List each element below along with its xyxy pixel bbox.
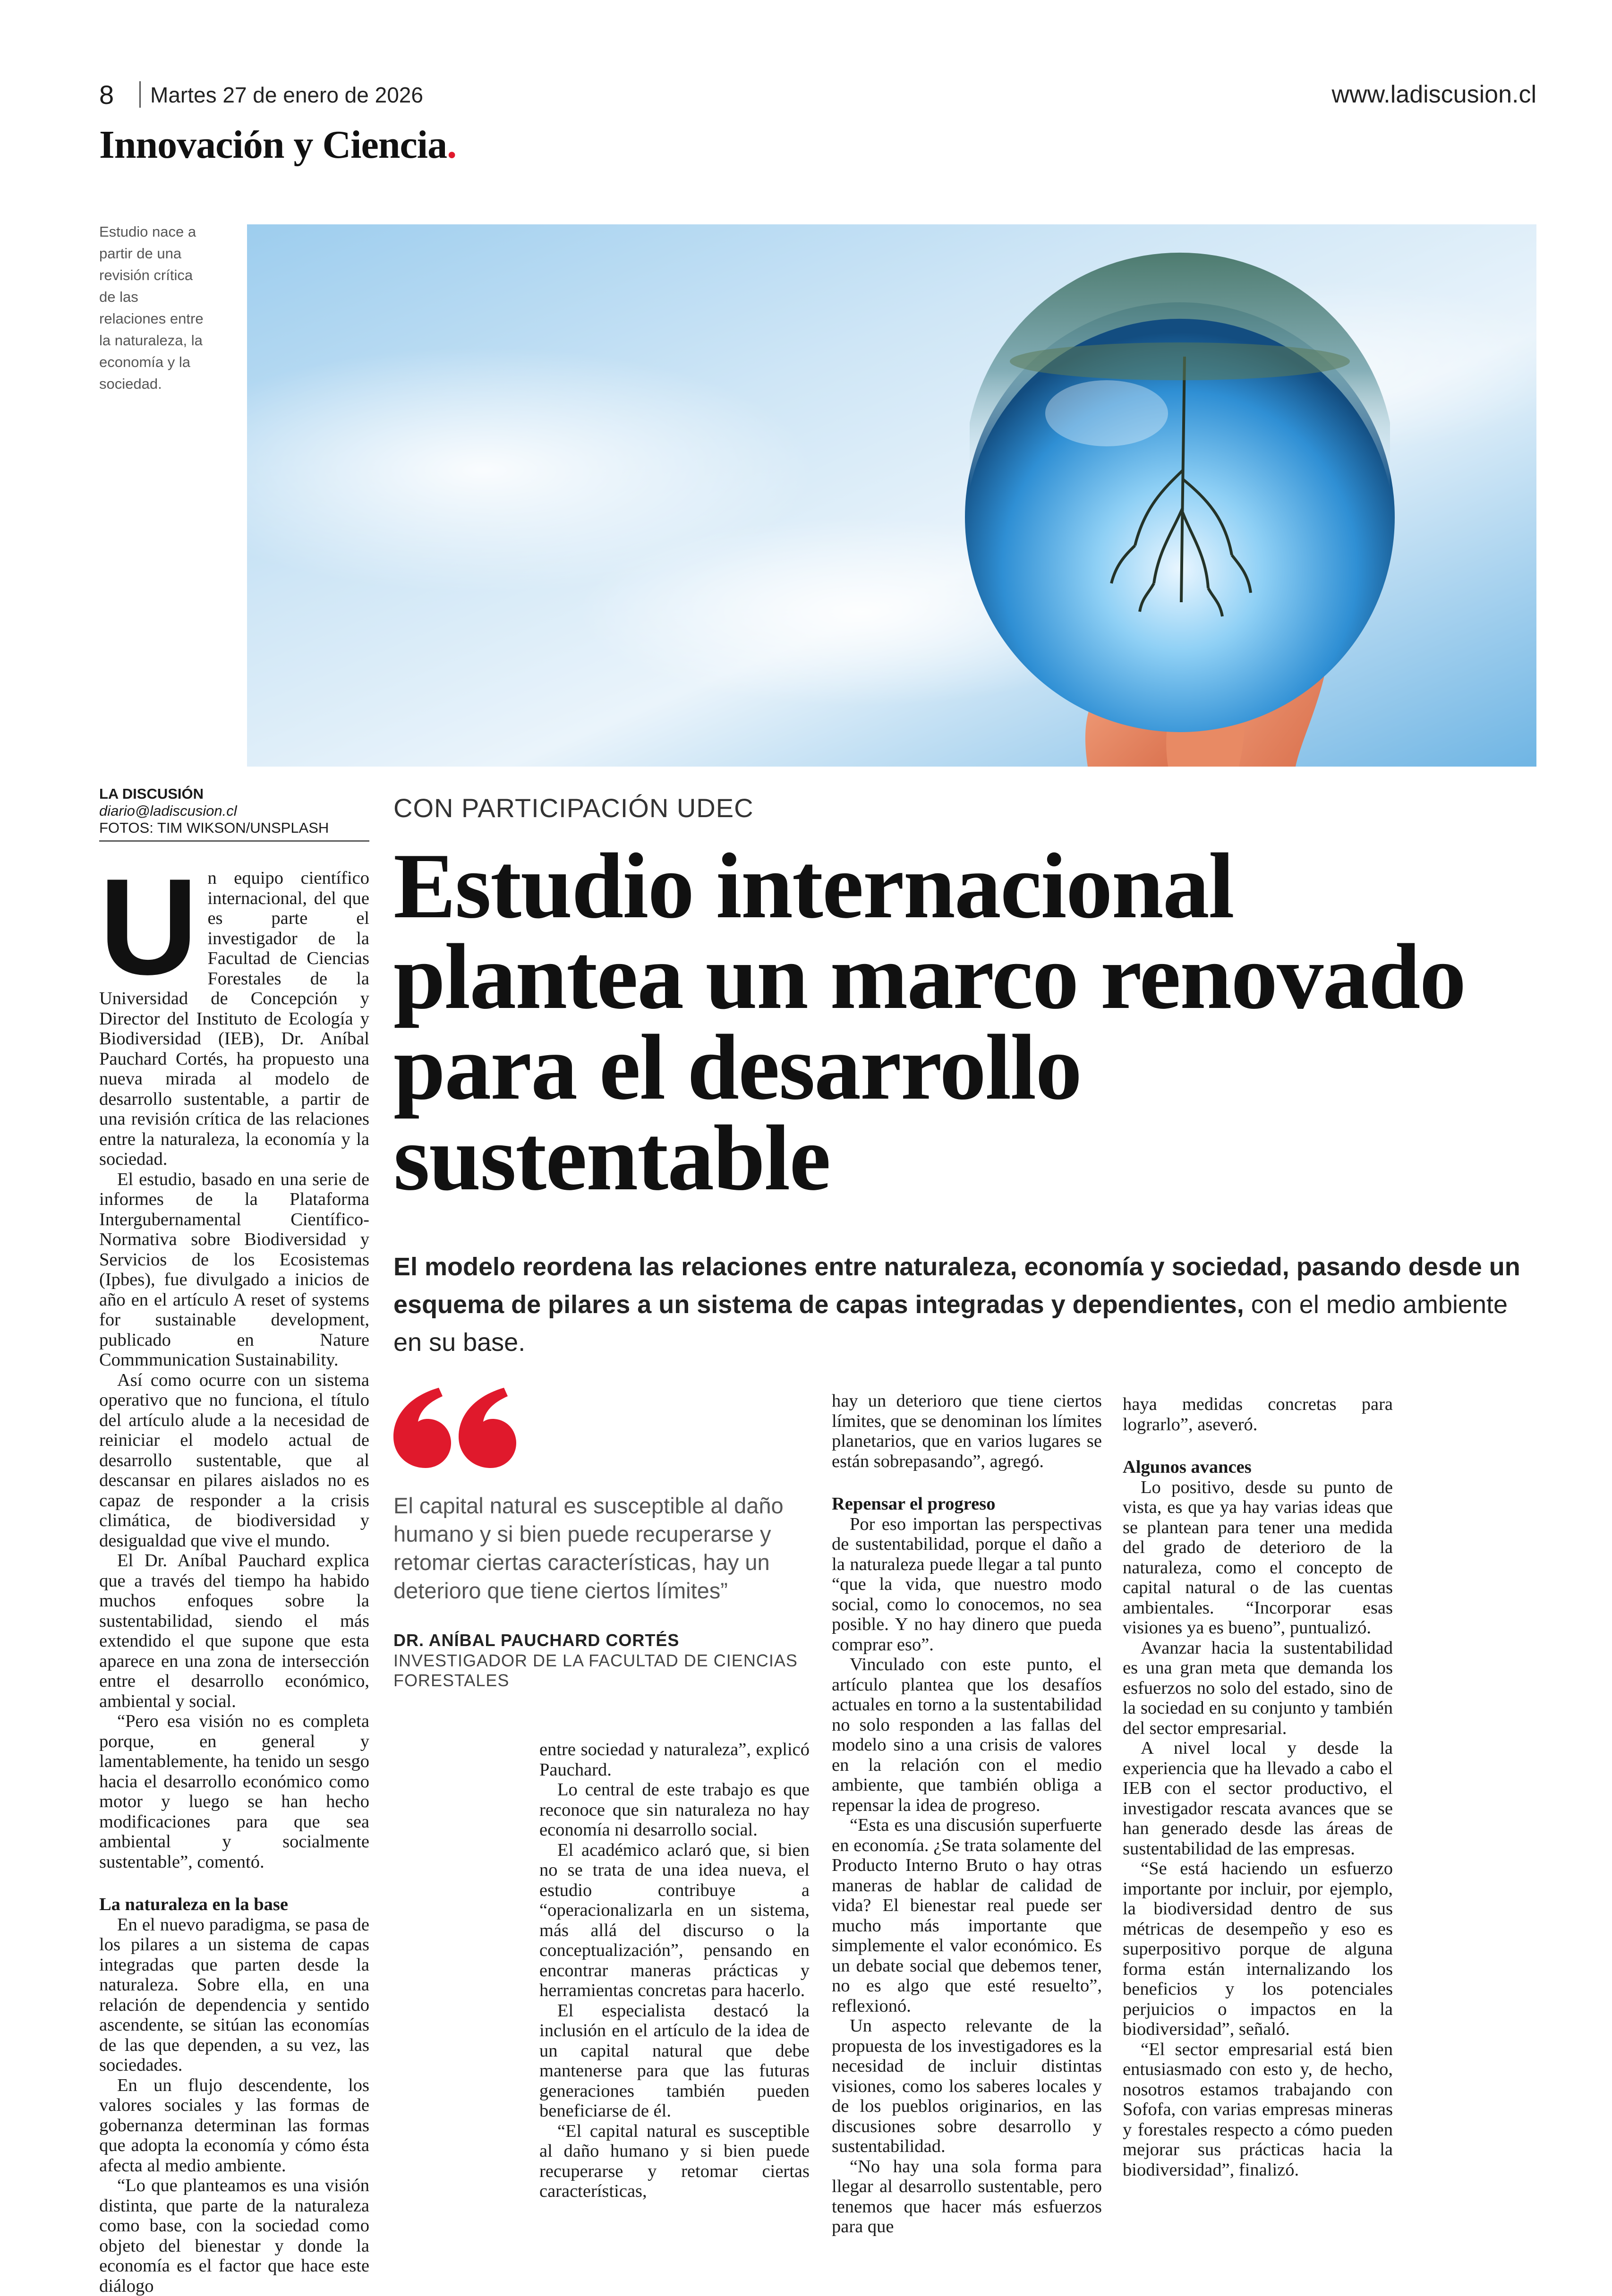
paragraph: entre sociedad y naturaleza”, explicó Pauchard. [539,1740,810,1780]
site-url[interactable]: www.ladiscusion.cl [1331,81,1536,108]
page-date: Martes 27 de enero de 2026 [150,83,423,107]
pull-quote-role: INVESTIGADOR DE LA FACULTAD DE CIENCIAS FORESTALES [393,1651,798,1690]
drop-cap: U [99,850,198,1003]
header-divider [139,81,141,108]
paragraph: Avanzar hacia la sustentabilidad es una gran meta que demanda los esfuerzos no solo del estado, sino de la sociedad en su conjunto y también del sector empresarial. [1123,1638,1393,1738]
paragraph: haya medidas concretas para lograrlo”, aseveró. [1123,1394,1393,1434]
spacer [1123,1434,1393,1454]
paragraph: “No hay una sola forma para llegar al desarrollo sustentable, pero tenemos que hacer más esfuerzos para que [832,2156,1102,2236]
deck [393,1248,1536,1361]
paragraph: n equipo científico internacional, del que es parte el investigador de la Facultad de Ciencias Forestales de la Universidad de Concepción y Director del Instituto de Ecología y Biodiversidad (IEB), Dr. Aníbal Pauchard Cortés, ha propuesto una nueva mirada al modelo de desarrollo sustentable, a partir de una revisión crítica de las relaciones entre la naturaleza, la economía y la sociedad. [99,868,369,1169]
paragraph: Lo central de este trabajo es que reconoce que sin naturaleza no hay economía ni desarrollo social. [539,1780,810,1840]
spacer [832,1471,1102,1491]
paragraph: Vinculado con este punto, el artículo plantea que los desafíos actuales en torno a la sustentabilidad no solo responden a las fallas del modelo sino a una crisis de valores en la relación con el medio ambiente, que también obliga a repensar la idea de progreso. [832,1655,1102,1815]
page-number: 8 [99,80,114,110]
deck-bold: El modelo reordena las relaciones entre naturaleza, economía y sociedad, pasando desde un esquema de pilares a un sistema de capas integradas y dependientes, [393,1253,1520,1319]
photo-credit: FOTOS: TIM WIKSON/UNSPLASH [99,819,329,836]
byline-email[interactable]: diario@ladiscusion.cl [99,802,237,819]
paragraph: Un aspecto relevante de la propuesta de los investigadores es la necesidad de incluir distintas visiones, como los saberes locales y de los pueblos originarios, en las discusiones sobre desarrollo y sustentabilidad. [832,2016,1102,2156]
crystal-ball-photo [247,224,1536,767]
section-title [99,122,456,168]
article-photo [247,224,1536,767]
paragraph: El académico aclaró que, si bien no se trata de una idea nueva, el estudio contribuye a “operacionalizarla en un sistema, más allá del discurso o la conceptualización”, pensando en encontrar maneras prácticas y herramientas concretas para hacerlo. [539,1840,810,2000]
section-dot: . [447,123,457,167]
quote-mark-icon [393,1388,516,1468]
paragraph: En un flujo descendente, los valores sociales y las formas de gobernanza determinan las formas que adopta la economía y cómo ésta afecta al medio ambiente. [99,2075,369,2176]
article-column-2 [539,1740,810,2202]
article-column-1 [99,850,369,2296]
section-name: Innovación y Ciencia [99,123,447,167]
paragraph: hay un deterioro que tiene ciertos límites, que se denominan los límites planetarios, que en varios lugares se están sobrepasando”, agregó. [832,1391,1102,1471]
paragraph: “Esta es una discusión superfuerte en economía. ¿Se trata solamente del Producto Interno Bruto o hay otras maneras de hablar de calidad de vida? El bienestar real puede ser mucho más importante que simplemente el valor económico. Es un debate social que debemos tener, no es algo que esté resuelto”, reflexionó. [832,1815,1102,2016]
article-column-3 [832,1391,1102,2237]
paragraph: El especialista destacó la inclusión en el artículo de la idea de un capital natural que debe mantenerse para que las futuras generaciones también pueden beneficiarse de él. [539,2000,810,2121]
paragraph: Por eso importan las perspectivas de sustentabilidad, porque el daño a la naturaleza puede llegar a tal punto “que la vida, que nuestro modo social, como lo conocemos, no sea posible. Y no hay dinero que pueda comprar eso”. [832,1514,1102,1655]
spacer [99,1872,369,1892]
paragraph: “Lo que planteamos es una visión distinta, que parte de la naturaleza como base, con la sociedad como objeto del bienestar y donde la economía es el factor que hace este diálogo [99,2176,369,2296]
kicker: CON PARTICIPACIÓN UDEC [393,793,754,823]
paragraph: En el nuevo paradigma, se pasa de los pilares a un sistema de capas integradas que parten desde la naturaleza. Sobre ella, en una relación de dependencia y sentido ascendente, se sitúan las economías de las que dependen, a su vez, las sociedades. [99,1914,369,2075]
article-column-4 [1123,1394,1393,2180]
paragraph: Así como ocurre con un sistema operativo que no funciona, el título del artículo alude a la necesidad de reiniciar el modelo actual de desarrollo sustentable, que al descansar en pilares aislados no es capaz de responder a la crisis climática, de biodiversidad y desigualdad que vive el mundo. [99,1370,369,1551]
deck-rest: con el medio ambiente en su base. [393,1290,1508,1357]
paragraph: Lo positivo, desde su punto de vista, es que ya hay varias ideas que se plantean para tener una medida del grado de deterioro de la naturaleza, como el concepto de capital natural o de las cuentas ambientales. “Incorporar esas visiones ya es bueno”, puntualizó. [1123,1477,1393,1638]
byline-block [99,785,369,842]
paragraph: “Pero esa visión no es completa porque, en general y lamentablemente, ha tenido un sesgo hacia el desarrollo económico como motor y luego se han hecho modificaciones para que sea ambiental y socialmente sustentable”, comentó. [99,1711,369,1872]
paragraph: El estudio, basado en una serie de informes de la Plataforma Intergubernamental Científico-Normativa sobre Biodiversidad y Servicios de los Ecosistemas (Ipbes), fue divulgado a inicios de año en el artículo A reset of systems for sustainable development, publicado en Nature Commmunication Sustainability. [99,1169,369,1370]
paragraph: A nivel local y desde la experiencia que ha llevado a cabo el IEB con el sector productivo, el investigador rescata avances que se han generado desde las áreas de sustentabilidad de las empresas. [1123,1738,1393,1859]
headline: Estudio internacional plantea un marco renovado para el desarrollo sustentable [393,834,1466,1210]
paragraph: “Se está haciendo un esfuerzo importante por incluir, por ejemplo, la biodiversidad dentro de sus métricas de desempeño y eso es superpositivo porque de alguna forma están internalizando los beneficios y los potenciales perjuicios o impactos en la biodiversidad”, señaló. [1123,1859,1393,2039]
pull-quote-author: DR. ANÍBAL PAUCHARD CORTÉS [393,1630,680,1650]
paragraph: “El sector empresarial está bien entusiasmado con esto y, de hecho, nosotros estamos trabajando con Sofofa, con varias empresas mineras y forestales respecto a cómo pueden mejorar sus prácticas hacia la biodiversidad”, finalizó. [1123,2039,1393,2180]
paragraph: “El capital natural es susceptible al daño humano y si bien puede recuperarse y retomar ciertas características, [539,2121,810,2201]
photo-caption: Estudio nace a partir de una revisión crítica de las relaciones entre la naturaleza, la economía y la sociedad. [99,223,204,392]
byline-outlet: LA DISCUSIÓN [99,785,204,802]
paragraph: El Dr. Aníbal Pauchard explica que a través del tiempo ha habido muchos enfoques sobre la sustentabilidad, siendo el más extendido el que supone que esta aparece en una zona de intersección entre el desarrollo económico, ambiental y social. [99,1551,369,1711]
subheading: Repensar el progreso [832,1494,996,1514]
subheading: La naturaleza en la base [99,1895,288,1914]
subheading: Algunos avances [1123,1457,1252,1477]
pull-quote-text: El capital natural es susceptible al daño humano y si bien puede recuperarse y retomar ciertas características, hay un deterioro que tiene ciertos límites” [393,1493,784,1603]
